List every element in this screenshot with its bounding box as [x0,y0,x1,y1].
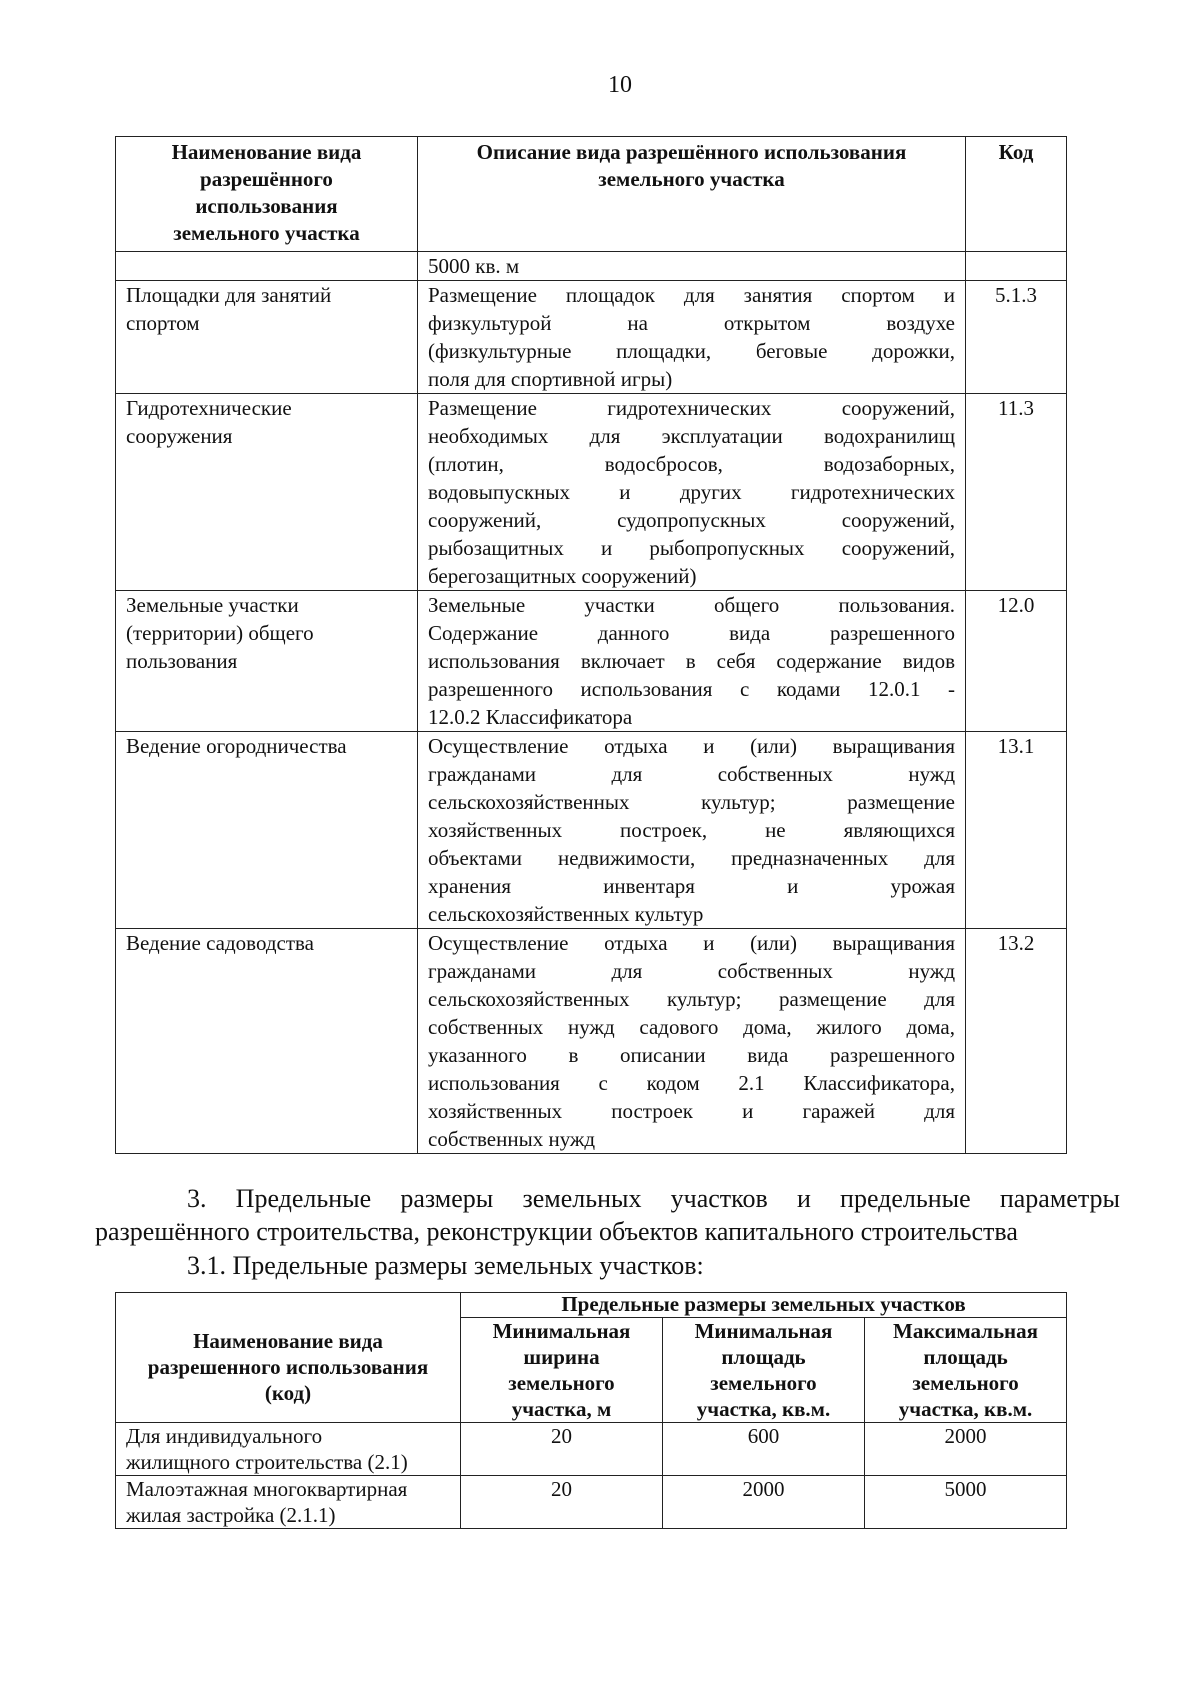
cell-code: 11.3 [966,394,1067,591]
description-line: физкультурой на открытом воздухе [428,311,955,335]
description-line: хранения инвентаря и урожая [428,874,955,898]
cell-max-area: 2000 [865,1423,1067,1476]
description-line: гражданами для собственных нужд [428,762,955,786]
description-line: Размещение гидротехнических сооружений, [428,396,955,420]
cell-code: 5.1.3 [966,281,1067,394]
cell-description [418,394,966,591]
description-line: объектами недвижимости, предназначенных для [428,846,955,870]
description-line: использования с кодом 2.1 Классификатора, [428,1071,955,1095]
description-line: хозяйственных построек и гаражей для [428,1099,955,1123]
cell-description [418,929,966,1154]
header-group: Предельные размеры земельных участков [461,1293,1067,1318]
description-line: собственных нужд [428,1127,596,1151]
header-code: Код [966,137,1067,252]
description-line: сельскохозяйственных культур [428,902,704,926]
description-line: гражданами для собственных нужд [428,959,955,983]
cell-name: Ведение огородничества [116,732,418,929]
description-line: рыбозащитных и рыбопропускных сооружений, [428,536,955,560]
table-row [116,929,1067,1154]
header-min-width: Минимальная ширина земельного участка, м [461,1318,663,1423]
table-row [116,394,1067,591]
description-line: 12.0.2 Классификатора [428,705,633,729]
description-line: Осуществление отдыха и (или) выращивания [428,931,955,955]
cell-min-width: 20 [461,1476,663,1529]
header-min-area: Минимальная площадь земельного участка, кв.м. [663,1318,865,1423]
cell-code: 12.0 [966,591,1067,732]
section-heading: 3. Предельные размеры земельных участков и предельные параметры разрешённого строительства, реконструкции объектов капитального строительства [95,1184,1120,1246]
cell-min-area: 2000 [663,1476,865,1529]
cell-max-area: 5000 [865,1476,1067,1529]
description-line: использования включает в себя содержание видов [428,649,955,673]
table-row [116,1423,1067,1476]
description-line: (физкультурные площадки, беговые дорожки, [428,339,955,363]
cell-use-name: Малоэтажная многоквартирная жилая застройка (2.1.1) [116,1476,461,1529]
description-line: берегозащитных сооружений) [428,564,697,588]
cell-description [418,591,966,732]
header-name: Наименование вида разрешённого использования земельного участка [116,137,418,252]
table-row [116,281,1067,394]
description-line: необходимых для эксплуатации водохранилищ [428,424,955,448]
description-line: указанного в описании вида разрешенного [428,1043,955,1067]
header-use-name: Наименование вида разрешенного использования (код) [116,1293,461,1423]
description-line: сельскохозяйственных культур; размещение [428,790,955,814]
table-row [116,252,1067,281]
permitted-uses-table [115,136,1067,1154]
description-line: (плотин, водосбросов, водозаборных, [428,452,955,476]
cell-code: 13.2 [966,929,1067,1154]
description-line: собственных нужд садового дома, жилого дома, [428,1015,955,1039]
header-max-area: Максимальная площадь земельного участка, кв.м. [865,1318,1067,1423]
table-row [116,1476,1067,1529]
description-line: Земельные участки общего пользования. [428,593,955,617]
description-line: водовыпускных и других гидротехнических [428,480,955,504]
cell-name: Ведение садоводства [116,929,418,1154]
header-description: Описание вида разрешённого использования земельного участка [418,137,966,252]
description-line: поля для спортивной игры) [428,367,673,391]
cell-name: Площадки для занятий спортом [116,281,418,394]
table-row [116,591,1067,732]
section-subheading: 3.1. Предельные размеры земельных участков: [187,1251,704,1280]
description-line: сельскохозяйственных культур; размещение для [428,987,955,1011]
description-line: разрешенного использования с кодами 12.0.1 - [428,677,955,701]
cell-name: Гидротехнические сооружения [116,394,418,591]
cell-description [418,281,966,394]
cell-code [966,252,1067,281]
cell-description [418,732,966,929]
cell-min-width: 20 [461,1423,663,1476]
table-header-row [116,1293,1067,1318]
cell-min-area: 600 [663,1423,865,1476]
cell-use-name: Для индивидуального жилищного строительства (2.1) [116,1423,461,1476]
description-line: Осуществление отдыха и (или) выращивания [428,734,955,758]
table-header-row [116,137,1067,252]
cell-name [116,252,418,281]
description-line: Содержание данного вида разрешенного [428,621,955,645]
cell-description: 5000 кв. м [418,252,966,281]
description-line: сооружений, судопропускных сооружений, [428,508,955,532]
plot-sizes-table [115,1292,1067,1529]
description-line: Размещение площадок для занятия спортом и [428,283,955,307]
table-row [116,732,1067,929]
description-line: хозяйственных построек, не являющихся [428,818,955,842]
cell-name: Земельные участки (территории) общего пользования [116,591,418,732]
page-number: 10 [608,72,632,98]
cell-code: 13.1 [966,732,1067,929]
